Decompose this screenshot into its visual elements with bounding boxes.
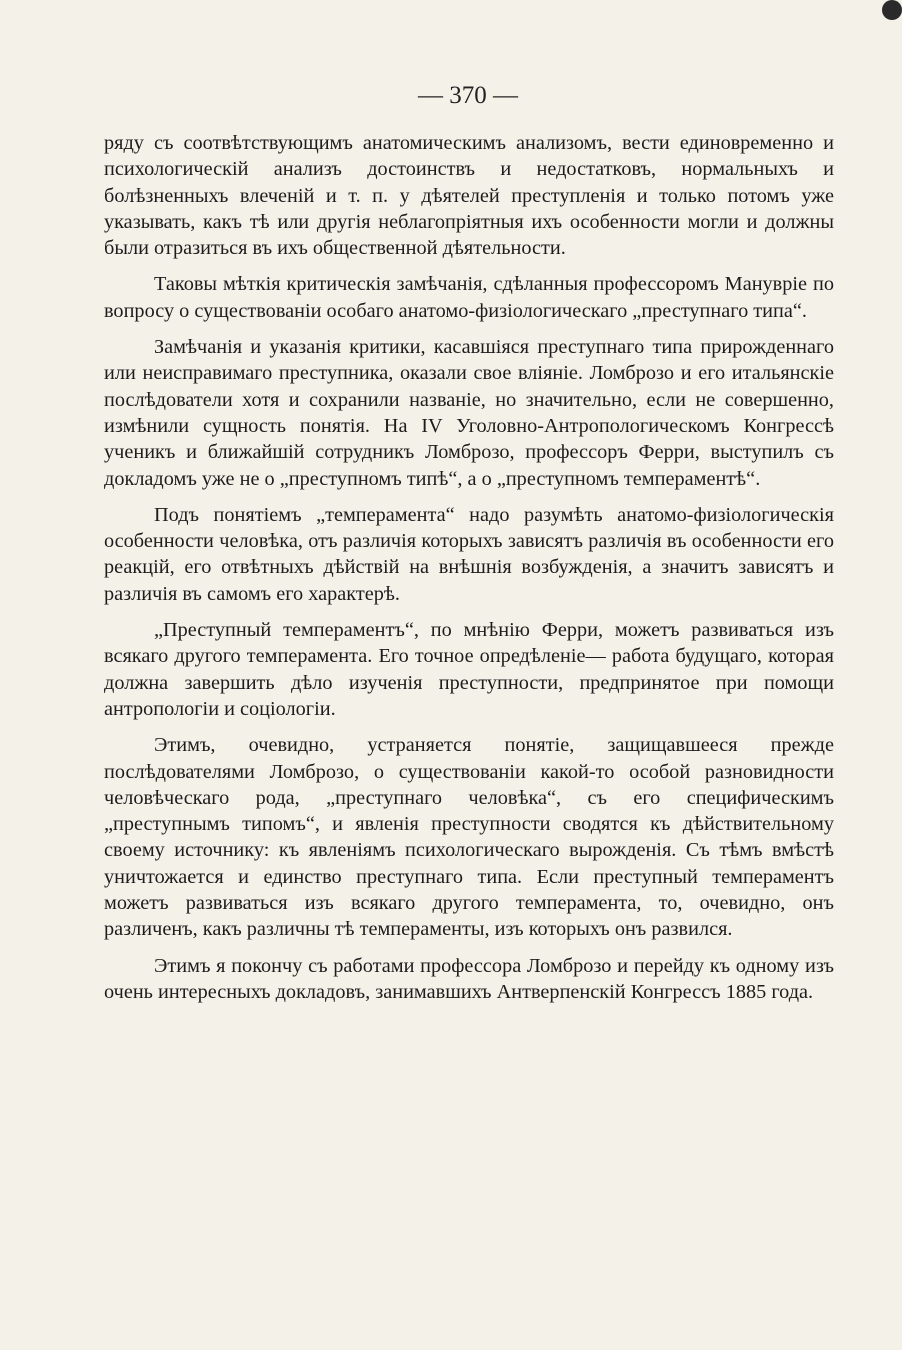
- paragraph-4: Подъ понятіемъ „темперамента“ надо разумѣть анатомо-физіологическія особенности человѣка, отъ различія которыхъ зависятъ различія въ особенности его реакцій, его отвѣтныхъ дѣйствій на внѣшнія возбужденія, а значитъ зависятъ и различія въ самомъ его характерѣ.: [104, 503, 834, 605]
- paragraph-7: Этимъ я покончу съ работами профессора Ломброзо и перейду къ одному изъ очень интересныхъ докладовъ, занимавшихъ Антверпенскій Конгрессъ 1885 года.: [104, 954, 834, 1003]
- ink-spot: [882, 0, 902, 20]
- paragraph-1: ряду съ соотвѣтствующимъ анатомическимъ анализомъ, вести единовременно и психологическій анализъ достоинствъ и недостатковъ, нормальныхъ и болѣзненныхъ влеченій и т. п. у дѣятелей преступленія и только потомъ уже указывать, какъ тѣ или другія неблагопріятныя ихъ особенности могли и должны были отразиться въ ихъ общественной дѣятельности.: [104, 132, 834, 260]
- paragraph-2: Таковы мѣткія критическія замѣчанія, сдѣланныя профессоромъ Манувріе по вопросу о существованіи особаго анатомо-физіологическаго „преступнаго типа“.: [104, 273, 834, 322]
- page-number: — 370 —: [418, 82, 518, 109]
- paragraph-5: „Преступный темпераментъ“, по мнѣнію Ферри, можетъ развиваться изъ всякаго другого темперамента. Его точное опредѣленіе— работа будущаго, которая должна завершить дѣло изученія преступности, предпринятое при помощи антропологіи и соціологіи.: [104, 619, 834, 720]
- body-text: [104, 130, 834, 1015]
- paragraph-3: Замѣчанія и указанія критики, касавшіяся преступнаго типа прирожденнаго или неисправимаго преступника, оказали свое вліяніе. Ломброзо и его итальянскіе послѣдователи хотя и сохранили названіе, но значительно, если не совершенно, измѣнили сущность понятія. На IV Уголовно-Антропологическомъ Конгрессѣ ученикъ и ближайшій сотрудникъ Ломброзо, профессоръ Ферри, выступилъ съ докладомъ уже не о „преступномъ типѣ“, а о „преступномъ темпераментѣ“.: [104, 336, 834, 490]
- paragraph-6: Этимъ, очевидно, устраняется понятіе, защищавшееся прежде послѣдователями Ломброзо, о существованіи какой-то особой разновидности человѣческаго рода, „преступнаго человѣка“, съ его специфическимъ „преступнымъ типомъ“, и явленія преступности сводятся къ дѣйствительному своему источнику: къ явленіямъ психологическаго вырожденія. Съ тѣмъ вмѣстѣ уничтожается и единство преступнаго типа. Если преступный темпераментъ можетъ развиваться изъ всякаго другого темперамента, то, очевидно, онъ различенъ, какъ различны тѣ темпераменты, изъ которыхъ онъ развился.: [104, 734, 834, 941]
